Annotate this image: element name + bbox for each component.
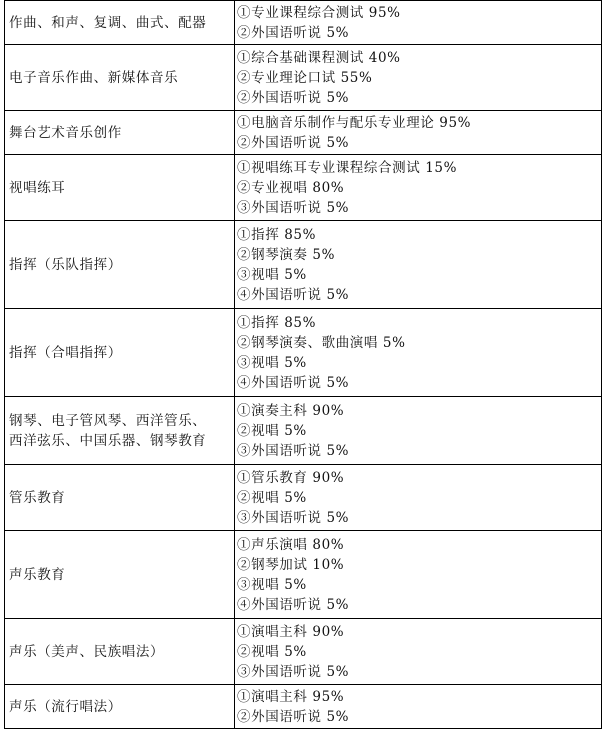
exam-item: ①指挥 85%	[237, 314, 316, 331]
major-name: 视唱练耳	[9, 179, 66, 196]
exam-item: ③外国语听说 5%	[237, 509, 350, 526]
exam-item: ②专业理论口试 55%	[237, 69, 373, 86]
exam-item: ②外国语听说 5%	[237, 134, 350, 151]
exam-item: ①专业课程综合测试 95%	[237, 4, 401, 21]
exam-item: ②钢琴演奏 5%	[237, 246, 336, 263]
major-name: 管乐教育	[9, 489, 66, 506]
exam-items-cell	[235, 531, 602, 619]
major-cell	[5, 45, 235, 111]
exam-item: ②外国语听说 5%	[237, 89, 350, 106]
major-name: 声乐（流行唱法）	[9, 698, 122, 715]
exam-items-cell	[235, 465, 602, 531]
exam-item: ②视唱 5%	[237, 422, 307, 439]
exam-item: ③外国语听说 5%	[237, 199, 350, 216]
table-row	[5, 221, 602, 309]
exam-items-cell	[235, 685, 602, 729]
major-name: 声乐（美声、民族唱法）	[9, 643, 165, 660]
major-name: 钢琴、电子管风琴、西洋管乐、	[9, 412, 207, 429]
major-name: 声乐教育	[9, 566, 66, 583]
exam-item: ①演唱主科 90%	[237, 623, 345, 640]
major-cell	[5, 221, 235, 309]
exam-item: ②钢琴加试 10%	[237, 556, 345, 573]
exam-items-cell	[235, 111, 602, 155]
major-cell	[5, 111, 235, 155]
major-cell	[5, 685, 235, 729]
exam-item: ②视唱 5%	[237, 489, 307, 506]
major-name: 西洋弦乐、中国乐器、钢琴教育	[9, 432, 207, 449]
major-cell	[5, 1, 235, 45]
exam-item: ①电脑音乐制作与配乐专业理论 95%	[237, 114, 472, 131]
table-body	[5, 1, 602, 729]
exam-items-cell	[235, 397, 602, 465]
exam-items-cell	[235, 619, 602, 685]
exam-item: ①演唱主科 95%	[237, 688, 345, 705]
exam-item: ②外国语听说 5%	[237, 24, 350, 41]
exam-item: ④外国语听说 5%	[237, 374, 350, 391]
major-name: 指挥（乐队指挥）	[9, 256, 122, 273]
table-row	[5, 397, 602, 465]
table-row	[5, 685, 602, 729]
exam-items-cell	[235, 1, 602, 45]
exam-item: ②外国语听说 5%	[237, 708, 350, 725]
exam-items-cell	[235, 155, 602, 221]
major-cell	[5, 531, 235, 619]
exam-item: ④外国语听说 5%	[237, 596, 350, 613]
exam-item: ①声乐演唱 80%	[237, 536, 345, 553]
exam-item: ①管乐教育 90%	[237, 469, 345, 486]
major-name: 作曲、和声、复调、曲式、配器	[9, 14, 207, 31]
table-row	[5, 309, 602, 397]
table-row	[5, 465, 602, 531]
major-cell	[5, 397, 235, 465]
exam-item: ③视唱 5%	[237, 266, 307, 283]
table-row	[5, 155, 602, 221]
exam-items-cell	[235, 45, 602, 111]
major-cell	[5, 619, 235, 685]
exam-item: ①综合基础课程测试 40%	[237, 49, 401, 66]
exam-item: ③视唱 5%	[237, 354, 307, 371]
exam-item: ④外国语听说 5%	[237, 286, 350, 303]
major-cell	[5, 309, 235, 397]
exam-item: ③视唱 5%	[237, 576, 307, 593]
major-cell	[5, 465, 235, 531]
major-name: 指挥（合唱指挥）	[9, 344, 122, 361]
table-row	[5, 531, 602, 619]
table-row	[5, 111, 602, 155]
exam-item: ③外国语听说 5%	[237, 663, 350, 680]
exam-item: ①演奏主科 90%	[237, 402, 345, 419]
exam-item: ③外国语听说 5%	[237, 442, 350, 459]
exam-item: ②钢琴演奏、歌曲演唱 5%	[237, 334, 406, 351]
major-name: 电子音乐作曲、新媒体音乐	[9, 69, 179, 86]
exam-items-cell	[235, 221, 602, 309]
exam-item: ①视唱练耳专业课程综合测试 15%	[237, 159, 457, 176]
table-row	[5, 1, 602, 45]
exam-weight-table	[4, 0, 602, 729]
exam-item: ②视唱 5%	[237, 643, 307, 660]
exam-item: ①指挥 85%	[237, 226, 316, 243]
exam-items-cell	[235, 309, 602, 397]
major-cell	[5, 155, 235, 221]
exam-item: ②专业视唱 80%	[237, 179, 345, 196]
major-name: 舞台艺术音乐创作	[9, 124, 122, 141]
table-row	[5, 45, 602, 111]
table-row	[5, 619, 602, 685]
